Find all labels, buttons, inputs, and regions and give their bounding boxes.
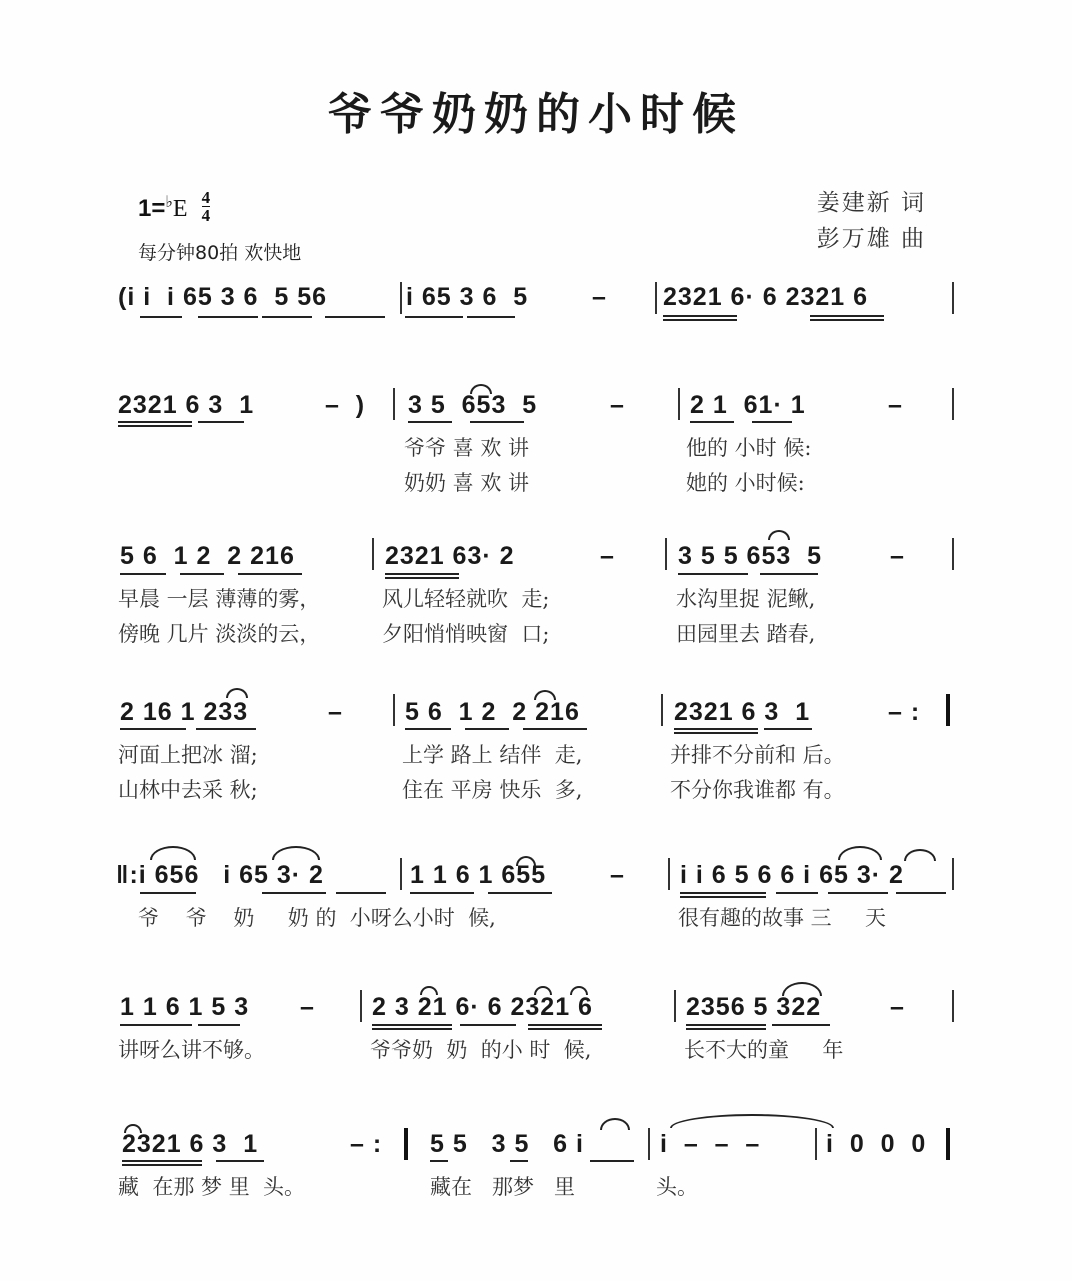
lyric-line-verse2: 田园里去 踏春, — [676, 622, 816, 646]
beam — [680, 892, 766, 894]
beam — [460, 1024, 516, 1026]
slur — [600, 1118, 630, 1130]
beam — [686, 1028, 766, 1030]
slur — [470, 384, 492, 394]
barline — [661, 694, 663, 726]
note-group: – : — [350, 1130, 383, 1158]
slur — [570, 986, 588, 995]
barline — [952, 388, 954, 420]
beam — [198, 316, 258, 318]
lyric-line-verse2: 山林中去采 秋; — [118, 778, 258, 802]
note-group: – — [890, 993, 905, 1021]
note-group: 5 6 1 2 2 216 — [405, 698, 580, 726]
key-signature: 1=♭E $\frac{4}{4}$ — [138, 187, 211, 225]
note-group: 2 1 61· 1 — [690, 391, 806, 419]
beam — [810, 315, 884, 317]
lyric-line-verse1: 爷爷 喜 欢 讲 — [404, 436, 530, 460]
beam — [674, 732, 758, 734]
note-group: – — [592, 283, 607, 311]
note-group: – — [328, 698, 343, 726]
note-group: 5 5 3 5 6 i — [430, 1130, 584, 1158]
lyric-line-verse1: 头。 — [656, 1175, 698, 1199]
beam — [122, 1164, 202, 1166]
beam — [198, 1024, 240, 1026]
beam — [674, 728, 758, 730]
tempo-marking: 每分钟80拍 欢快地 — [138, 242, 302, 264]
note-group: i – – – — [660, 1130, 761, 1158]
beam — [663, 315, 737, 317]
beam — [465, 728, 509, 730]
barline — [674, 990, 676, 1022]
barline — [648, 1128, 650, 1160]
lyric-line-verse2: 不分你我谁都 有。 — [670, 778, 845, 802]
lyric-line-verse1: 藏在 那梦 里 — [430, 1175, 576, 1199]
barline — [952, 282, 954, 314]
note-group: 1 1 6 1 5 3 — [120, 993, 250, 1021]
beam — [216, 1160, 264, 1162]
beam — [776, 892, 818, 894]
lyricist-credit: 姜建新 词 — [816, 190, 926, 216]
lyric-line-verse1: 爷爷奶 奶 的小 时 候, — [370, 1038, 592, 1062]
lyric-line-verse1: 长不大的童 年 — [684, 1038, 844, 1062]
beam — [488, 892, 552, 894]
beam — [140, 316, 182, 318]
beam — [590, 1160, 634, 1162]
beam — [372, 1024, 452, 1026]
slur — [782, 982, 822, 996]
barline — [400, 282, 402, 314]
song-title: 爷爷奶奶的小时候 — [328, 89, 744, 140]
beam — [810, 319, 884, 321]
beam — [118, 425, 192, 427]
slur — [226, 688, 248, 698]
lyric-line-verse1: 早晨 一层 薄薄的雾， — [118, 587, 321, 611]
slur — [534, 986, 552, 995]
slur — [516, 856, 536, 866]
slur — [124, 1124, 142, 1133]
lyric-line-verse2: 奶奶 喜 欢 讲 — [404, 471, 530, 495]
beam — [198, 421, 244, 423]
lyric-line-verse2: 傍晚 几片 淡淡的云， — [118, 622, 321, 646]
lyric-line-verse2: 她的 小时候: — [686, 471, 805, 495]
note-group: 2321 63· 2 — [385, 542, 515, 570]
beam — [528, 1028, 602, 1030]
note-group: – ) — [325, 391, 366, 419]
note-group: ‖:i 656 i 65 3· 2 — [116, 861, 324, 889]
slur — [150, 846, 196, 860]
note-group: (i i i 65 3 6 5 56 — [118, 283, 328, 311]
note-group: – — [610, 861, 625, 889]
lyric-line-verse1: 讲呀么讲不够。 — [118, 1038, 265, 1062]
beam — [510, 1160, 528, 1162]
note-group: – — [610, 391, 625, 419]
note-group: – — [890, 542, 905, 570]
note-group: 2 3 21 6· 6 2321 6 — [372, 993, 593, 1021]
beam — [764, 728, 812, 730]
barline — [815, 1128, 817, 1160]
note-group: 3 5 5 653 5 — [678, 542, 823, 570]
beam — [760, 573, 818, 575]
beam — [470, 421, 524, 423]
slur — [768, 530, 790, 540]
composer-credit: 彭万雄 曲 — [816, 226, 926, 252]
beam — [118, 421, 192, 423]
barline — [952, 858, 954, 890]
barline — [952, 990, 954, 1022]
beam — [680, 896, 766, 898]
note-group: – : — [888, 698, 921, 726]
beam — [410, 892, 474, 894]
lyric-line-verse1: 河面上把冰 溜; — [118, 743, 258, 767]
beam — [372, 1028, 452, 1030]
slur — [838, 846, 882, 860]
barline — [393, 388, 395, 420]
lyric-line-verse1: 藏 在那 梦 里 头。 — [118, 1175, 306, 1199]
note-group: i 65 3 6 5 — [406, 283, 529, 311]
repeat-end-barline — [946, 694, 950, 726]
beam — [238, 573, 302, 575]
slur — [534, 690, 556, 700]
beam — [678, 573, 748, 575]
slur — [904, 849, 936, 861]
beam — [408, 421, 452, 423]
time-signature: $\frac{4}{4}$ — [201, 187, 211, 225]
note-group: 2321 6· 6 2321 6 — [663, 283, 869, 311]
beam — [686, 1024, 766, 1026]
beam — [405, 316, 463, 318]
lyric-line-verse2: 住在 平房 快乐 多, — [402, 778, 583, 802]
note-group: 2356 5 322 — [686, 993, 822, 1021]
beam — [180, 573, 224, 575]
barline — [400, 858, 402, 890]
lyric-line-verse1: 爷 爷 奶 奶 的 小呀么小时 候, — [138, 906, 496, 930]
beam — [430, 1160, 448, 1162]
lyric-line-verse1: 并排不分前和 后。 — [670, 743, 845, 767]
repeat-end-barline — [404, 1128, 408, 1160]
tie — [670, 1114, 834, 1128]
note-group: – — [600, 542, 615, 570]
barline — [678, 388, 680, 420]
final-barline — [946, 1128, 950, 1160]
beam — [772, 1024, 830, 1026]
beam — [262, 316, 312, 318]
beam — [140, 892, 196, 894]
note-group: i i 6 5 6 6 i 65 3· 2 — [680, 861, 904, 889]
beam — [663, 319, 737, 321]
barline — [372, 538, 374, 570]
beam — [385, 573, 459, 575]
beam — [828, 892, 888, 894]
beam — [528, 1024, 602, 1026]
barline — [393, 694, 395, 726]
beam — [896, 892, 946, 894]
note-group: 5 6 1 2 2 216 — [120, 542, 295, 570]
beam — [752, 421, 792, 423]
note-group: 3 5 653 5 — [408, 391, 538, 419]
beam — [336, 892, 386, 894]
beam — [120, 573, 166, 575]
beam — [122, 1160, 202, 1162]
lyric-line-verse1: 水沟里捉 泥鳅, — [676, 587, 816, 611]
beam — [196, 728, 256, 730]
lyric-line-verse1: 风儿轻轻就吹 走; — [382, 587, 550, 611]
beam — [405, 728, 451, 730]
note-group: – — [300, 993, 315, 1021]
beam — [690, 421, 734, 423]
lyric-line-verse1: 上学 路上 结伴 走, — [402, 743, 583, 767]
note-group: 2321 6 3 1 — [118, 391, 255, 419]
beam — [325, 316, 385, 318]
barline — [655, 282, 657, 314]
lyric-line-verse1: 很有趣的故事 三 天 — [678, 906, 887, 930]
note-group: 2 16 1 233 — [120, 698, 249, 726]
beam — [120, 728, 186, 730]
slur — [420, 986, 438, 995]
note-group: 1 1 6 1 655 — [410, 861, 547, 889]
lyric-line-verse1: 他的 小时 候: — [686, 436, 812, 460]
barline — [360, 990, 362, 1022]
beam — [262, 892, 326, 894]
note-group: 2321 6 3 1 — [674, 698, 811, 726]
note-group: i 0 0 0 — [826, 1130, 927, 1158]
beam — [385, 577, 459, 579]
lyric-line-verse2: 夕阳悄悄映窗 口; — [382, 622, 550, 646]
beam — [523, 728, 587, 730]
note-group: 2321 6 3 1 — [122, 1130, 259, 1158]
note-group: – — [888, 391, 903, 419]
barline — [952, 538, 954, 570]
beam — [120, 1024, 192, 1026]
barline — [668, 858, 670, 890]
beam — [467, 316, 515, 318]
flat-icon: ♭ — [165, 194, 173, 211]
slur — [272, 846, 320, 860]
barline — [665, 538, 667, 570]
